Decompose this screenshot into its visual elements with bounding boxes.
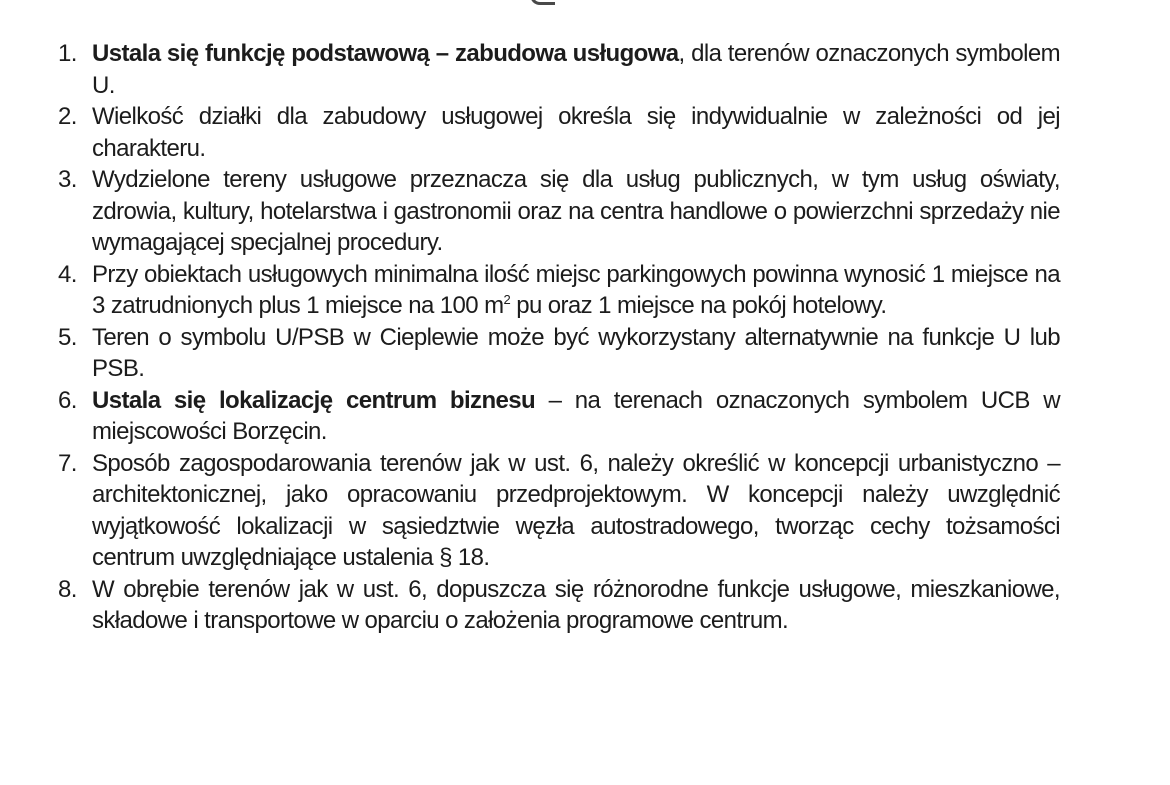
clause-text: W obrębie terenów jak w ust. 6, dopuszcza się różnorodne funkcje usługowe, mieszkaniowe, składowe i transportowe w oparciu o założenia programowe centrum. xyxy=(92,575,1060,634)
clause-number: 7. xyxy=(58,449,77,477)
clause-3 xyxy=(58,164,1060,259)
cropped-heading-fragment xyxy=(530,0,555,5)
clause-number: 4. xyxy=(58,260,77,288)
clause-text: Przy obiektach usługowych minimalna ilość miejsc parkingowych powinna wynosić 1 miejsce na 3 zatrudnionych plus 1 miejsce na 100 m xyxy=(92,260,1060,319)
clause-1 xyxy=(58,38,1060,101)
clause-number: 1. xyxy=(58,40,77,67)
clause-number: 2. xyxy=(58,103,77,130)
clause-number: 6. xyxy=(58,386,77,414)
superscript-two: 2 xyxy=(503,292,511,307)
clause-number: 8. xyxy=(58,575,77,603)
clause-number: 5. xyxy=(58,323,77,351)
clause-text: Teren o symbolu U/PSB w Cieplewie może być wykorzystany alternatywnie na funkcje U lub PSB. xyxy=(92,323,1060,382)
clause-2 xyxy=(58,101,1060,164)
clause-7 xyxy=(58,448,1060,574)
clause-text: Sposób zagospodarowania terenów jak w ust. 6, należy określić w koncepcji urbanistyczno – architektonicznej, jako opracowaniu przedprojektowym. W koncepcji należy uwzględnić wyjątkowość lokalizacji w sąsiedztwie węzła autostradowego, tworząc cechy tożsamości centrum uwzględniające ustalenia § 18. xyxy=(92,449,1060,571)
clause-6 xyxy=(58,385,1060,448)
clause-text: Wydzielone tereny usługowe przeznacza się dla usług publicznych, w tym usług oświaty, zdrowia, kultury, hotelarstwa i gastronomii oraz na centra handlowe o powierzchni sprzedaży nie wymagającej specjalnej procedury. xyxy=(92,166,1060,256)
clause-text: , dla terenów oznaczonych symbolem U. xyxy=(92,40,1060,99)
clause-8 xyxy=(58,574,1060,637)
clause-4 xyxy=(58,259,1060,322)
clause-lead: Ustala się funkcję podstawową – zabudowa usługowa xyxy=(92,40,679,67)
clause-number: 3. xyxy=(58,166,77,193)
clause-list xyxy=(58,38,1060,637)
clause-5 xyxy=(58,322,1060,385)
clause-text: Wielkość działki dla zabudowy usługowej określa się indywidualnie w zależności od jej charakteru. xyxy=(92,103,1060,162)
clause-text: – na terenach oznaczonych symbolem UCB w miejscowości Borzęcin. xyxy=(92,386,1061,445)
clause-lead: Ustala się lokalizację centrum biznesu xyxy=(92,386,536,414)
clause-text-after: pu oraz 1 miejsce na pokój hotelowy. xyxy=(510,292,887,319)
